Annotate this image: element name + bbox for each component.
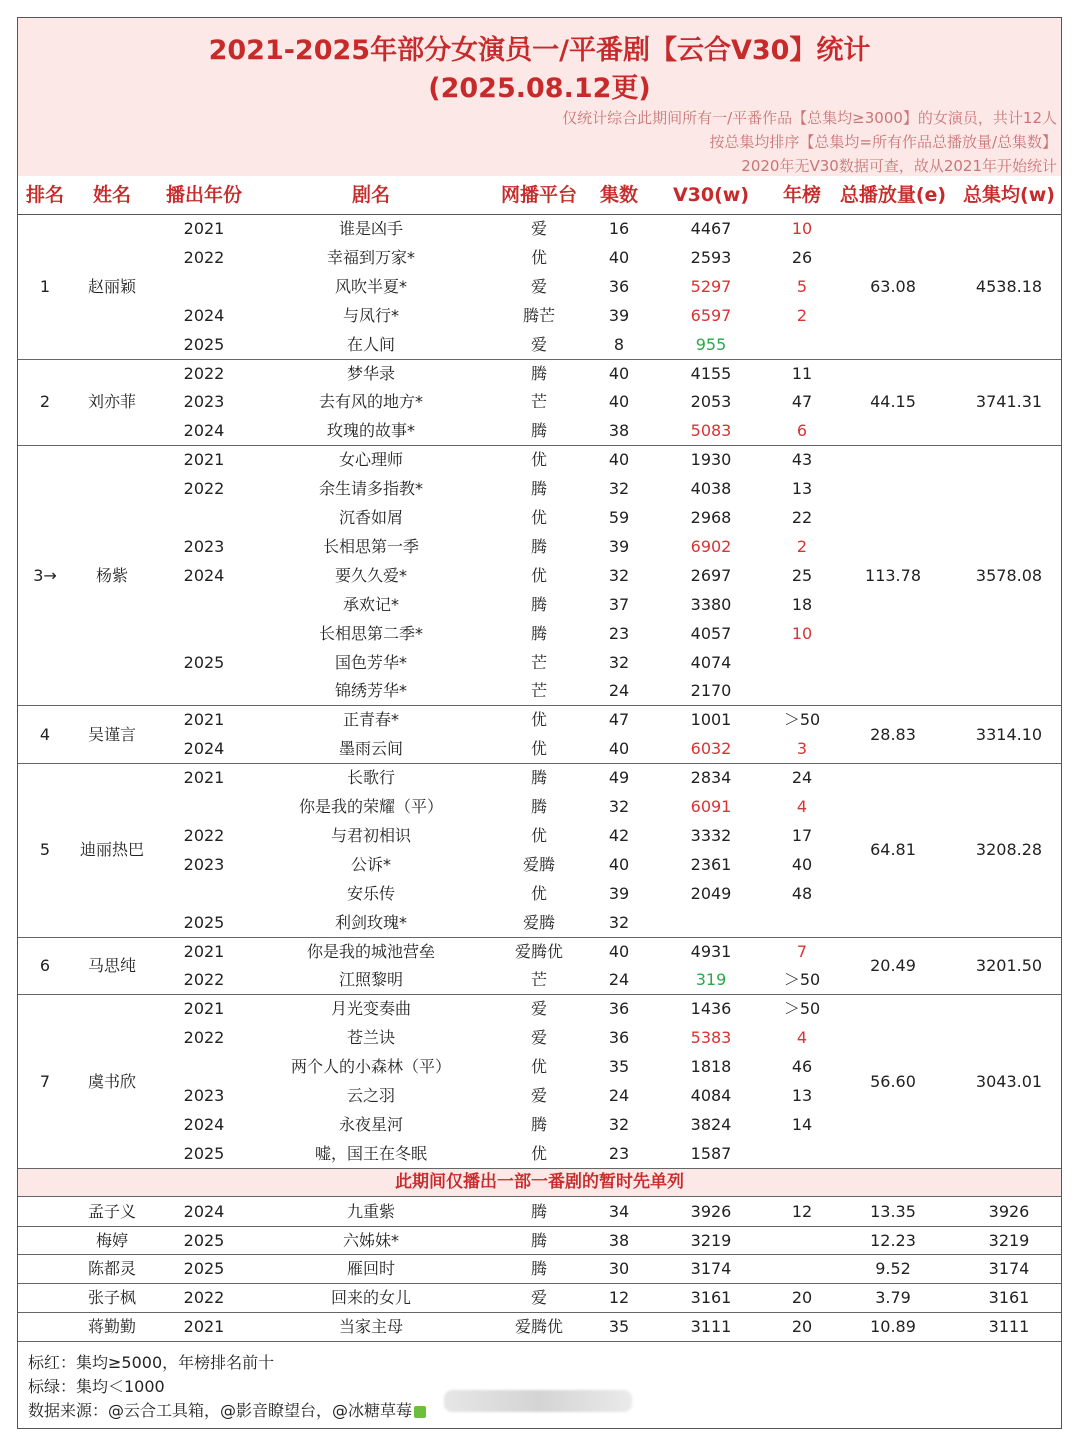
cell-episodes: 30 <box>608 1259 630 1279</box>
cell-platform: 腾 <box>530 1230 548 1250</box>
cell-v30: 3824 <box>690 1114 732 1134</box>
data-source-text: 数据来源：@云合工具箱，@影音瞭望台，@冰糖草莓 <box>28 1401 413 1421</box>
header-chart: 年榜 <box>782 184 822 206</box>
cell-drama-title: 永夜星河 <box>338 1114 404 1134</box>
stats-sheet <box>17 17 1062 1429</box>
strawberry-icon <box>414 1406 426 1418</box>
cell-episodes: 35 <box>608 1317 630 1337</box>
cell-platform: 优 <box>530 565 548 585</box>
cell-avg: 4538.18 <box>975 276 1043 296</box>
cell-chart-rank: 10 <box>791 623 813 643</box>
cell-platform: 优 <box>530 1143 548 1163</box>
cell-actress-name: 赵丽颖 <box>87 276 137 296</box>
cell-chart-rank: 12 <box>791 1201 813 1221</box>
cell-year: 2021 <box>183 1317 225 1337</box>
cell-drama-title: 去有风的地方* <box>318 392 424 412</box>
header-panel <box>18 18 1061 177</box>
cell-total-views: 12.23 <box>870 1230 916 1250</box>
cell-episodes: 59 <box>608 508 630 527</box>
cell-avg: 3111 <box>988 1317 1030 1337</box>
cell-episodes: 32 <box>608 912 630 932</box>
cell-v30: 4155 <box>690 363 732 383</box>
header-v30: V30(w) <box>672 184 750 206</box>
cell-v30: 2593 <box>690 247 732 267</box>
cell-episodes: 42 <box>608 825 630 845</box>
cell-year: 2021 <box>183 710 225 730</box>
cell-episodes: 38 <box>608 421 630 441</box>
cell-platform: 爱腾 <box>522 912 556 932</box>
cell-year: 2025 <box>183 1259 225 1279</box>
cell-chart-rank: 4 <box>796 1028 808 1048</box>
cell-total-views: 9.52 <box>875 1259 911 1279</box>
cell-avg: 3314.10 <box>975 724 1043 744</box>
cell-chart-rank: 13 <box>791 1086 813 1105</box>
cell-chart-rank: 11 <box>791 363 813 383</box>
cell-platform: 优 <box>530 1057 548 1077</box>
cell-episodes: 24 <box>608 1086 630 1105</box>
cell-avg: 3201.50 <box>975 955 1043 975</box>
cell-actress-name: 马思纯 <box>87 955 137 975</box>
cell-drama-title: 长歌行 <box>346 768 396 788</box>
cell-v30: 6902 <box>690 536 732 556</box>
cell-drama-title: 安乐传 <box>346 883 396 903</box>
cell-year: 2022 <box>183 363 225 383</box>
single-drama-section-label: 此期间仅播出一部一番剧的暂时先单列 <box>18 1168 1061 1197</box>
cell-chart-rank: 24 <box>791 768 813 788</box>
cell-chart-rank: 46 <box>791 1057 813 1077</box>
header-episodes: 集数 <box>599 184 639 206</box>
cell-drama-title: 余生请多指教* <box>318 479 424 499</box>
legend-red: 标红：集均≥5000，年榜排名前十 <box>28 1353 275 1373</box>
cell-platform: 优 <box>530 247 548 267</box>
cell-platform: 腾 <box>530 1201 548 1221</box>
cell-episodes: 32 <box>608 652 630 672</box>
cell-year: 2025 <box>183 334 225 354</box>
cell-chart-rank: 2 <box>796 305 808 325</box>
cell-v30: 3926 <box>690 1201 732 1221</box>
cell-rank: 6 <box>39 955 51 975</box>
cell-platform: 腾 <box>530 363 548 383</box>
cell-drama-title: 云之羽 <box>346 1086 396 1105</box>
cell-actress-name: 陈都灵 <box>87 1259 137 1279</box>
cell-v30: 4931 <box>690 941 732 961</box>
header-title: 剧名 <box>351 184 391 206</box>
cell-avg: 3741.31 <box>975 392 1043 412</box>
cell-rank: 5 <box>39 840 51 860</box>
cell-episodes: 39 <box>608 883 630 903</box>
cell-v30: 3111 <box>690 1317 732 1337</box>
cell-platform: 爱 <box>530 999 548 1019</box>
cell-v30: 3380 <box>690 594 732 614</box>
cell-v30: 4038 <box>690 479 732 499</box>
cell-drama-title: 两个人的小森林（平） <box>290 1057 452 1077</box>
cell-platform: 腾 <box>530 797 548 816</box>
cell-rank: 2 <box>39 392 51 412</box>
cell-chart-rank: 3 <box>796 739 808 759</box>
cell-platform: 爱腾优 <box>514 941 564 961</box>
cell-platform: 腾 <box>530 623 548 643</box>
cell-chart-rank: 48 <box>791 883 813 903</box>
cell-avg: 3219 <box>988 1230 1030 1250</box>
cell-episodes: 40 <box>608 392 630 412</box>
cell-drama-title: 要久久爱* <box>334 565 408 585</box>
cell-drama-title: 你是我的城池营垒 <box>306 941 436 961</box>
cell-episodes: 39 <box>608 536 630 556</box>
cell-total-views: 13.35 <box>870 1201 916 1221</box>
header-total-views: 总播放量(e) <box>839 184 947 206</box>
cell-chart-rank: 26 <box>791 247 813 267</box>
cell-year: 2022 <box>183 247 225 267</box>
cell-drama-title: 公诉* <box>350 854 392 874</box>
cell-chart-rank: 40 <box>791 854 813 874</box>
cell-episodes: 32 <box>608 565 630 585</box>
cell-chart-rank: 18 <box>791 594 813 614</box>
cell-chart-rank: 10 <box>791 219 813 238</box>
cell-platform: 优 <box>530 450 548 470</box>
cell-platform: 爱 <box>530 219 548 238</box>
cell-platform: 腾 <box>530 594 548 614</box>
cell-v30: 955 <box>695 334 727 354</box>
cell-v30: 2170 <box>690 681 732 701</box>
cell-total-views: 44.15 <box>870 392 916 412</box>
cell-rank: 3→ <box>33 565 57 585</box>
cell-drama-title: 雁回时 <box>346 1259 396 1279</box>
cell-year: 2023 <box>183 854 225 874</box>
cell-v30: 2697 <box>690 565 732 585</box>
cell-chart-rank: 20 <box>791 1317 813 1337</box>
cell-drama-title: 墨雨云间 <box>338 739 404 759</box>
cell-episodes: 23 <box>608 1143 630 1163</box>
group-divider <box>18 1341 1061 1342</box>
page-title: 2021-2025年部分女演员一/平番剧【云合V30】统计 <box>208 35 871 66</box>
cell-actress-name: 张子枫 <box>87 1288 137 1308</box>
cell-drama-title: 女心理师 <box>338 450 404 470</box>
cell-chart-rank: 13 <box>791 479 813 499</box>
cell-episodes: 16 <box>608 219 630 238</box>
cell-v30: 2053 <box>690 392 732 412</box>
cell-chart-rank: 22 <box>791 508 813 527</box>
cell-avg: 3208.28 <box>975 840 1043 860</box>
cell-drama-title: 长相思第二季* <box>318 623 424 643</box>
cell-chart-rank: 25 <box>791 565 813 585</box>
cell-actress-name: 孟子义 <box>87 1201 137 1221</box>
cell-actress-name: 刘亦菲 <box>87 392 137 412</box>
cell-platform: 腾 <box>530 536 548 556</box>
cell-avg: 3161 <box>988 1288 1030 1308</box>
cell-chart-rank: 5 <box>796 276 808 296</box>
cell-platform: 爱 <box>530 1086 548 1105</box>
cell-total-views: 28.83 <box>870 724 916 744</box>
cell-year: 2025 <box>183 1143 225 1163</box>
cell-platform: 腾 <box>530 1259 548 1279</box>
cell-v30: 4084 <box>690 1086 732 1105</box>
cell-platform: 优 <box>530 508 548 527</box>
cell-year: 2022 <box>183 970 225 990</box>
cell-episodes: 34 <box>608 1201 630 1221</box>
cell-total-views: 10.89 <box>870 1317 916 1337</box>
cell-year: 2023 <box>183 392 225 412</box>
cell-chart-rank: 43 <box>791 450 813 470</box>
cell-year: 2024 <box>183 739 225 759</box>
cell-v30: 3161 <box>690 1288 732 1308</box>
cell-drama-title: 谁是凶手 <box>338 219 404 238</box>
cell-year: 2024 <box>183 1201 225 1221</box>
cell-drama-title: 承欢记* <box>342 594 400 614</box>
cell-v30: 4467 <box>690 219 732 238</box>
cell-episodes: 36 <box>608 276 630 296</box>
cell-v30: 6597 <box>690 305 732 325</box>
cell-episodes: 8 <box>613 334 625 354</box>
cell-v30: 6091 <box>690 797 732 816</box>
cell-episodes: 32 <box>608 797 630 816</box>
cell-year: 2022 <box>183 825 225 845</box>
cell-drama-title: 苍兰诀 <box>346 1028 396 1048</box>
cell-avg: 3926 <box>988 1201 1030 1221</box>
cell-drama-title: 当家主母 <box>338 1317 404 1337</box>
cell-episodes: 40 <box>608 247 630 267</box>
cell-platform: 优 <box>530 739 548 759</box>
cell-platform: 爱 <box>530 334 548 354</box>
cell-avg: 3578.08 <box>975 565 1043 585</box>
cell-year: 2021 <box>183 999 225 1019</box>
cell-platform: 爱 <box>530 276 548 296</box>
cell-platform: 芒 <box>530 652 548 672</box>
cell-chart-rank: 20 <box>791 1288 813 1308</box>
cell-drama-title: 江照黎明 <box>338 970 404 990</box>
cell-episodes: 47 <box>608 710 630 730</box>
cell-total-views: 63.08 <box>870 276 916 296</box>
cell-year: 2021 <box>183 450 225 470</box>
cell-episodes: 40 <box>608 854 630 874</box>
header-avg: 总集均(w) <box>963 184 1055 206</box>
cell-episodes: 36 <box>608 999 630 1019</box>
cell-drama-title: 在人间 <box>346 334 396 354</box>
cell-drama-title: 你是我的荣耀（平） <box>298 797 444 816</box>
cell-platform: 腾 <box>530 479 548 499</box>
cell-drama-title: 与凤行* <box>342 305 400 325</box>
cell-platform: 爱腾优 <box>514 1317 564 1337</box>
cell-v30: 2834 <box>690 768 732 788</box>
cell-drama-title: 利剑玫瑰* <box>334 912 408 932</box>
cell-chart-rank: ＞50 <box>783 710 821 730</box>
cell-episodes: 12 <box>608 1288 630 1308</box>
cell-episodes: 38 <box>608 1230 630 1250</box>
column-header-row <box>18 176 1061 215</box>
cell-chart-rank: 14 <box>791 1114 813 1134</box>
cell-v30: 1587 <box>690 1143 732 1163</box>
cell-chart-rank: ＞50 <box>783 999 821 1019</box>
cell-episodes: 39 <box>608 305 630 325</box>
cell-chart-rank: ＞50 <box>783 970 821 990</box>
cell-v30: 1001 <box>690 710 732 730</box>
legend-green: 标绿：集均＜1000 <box>28 1377 165 1397</box>
cell-drama-title: 长相思第一季 <box>322 536 420 556</box>
cell-year: 2024 <box>183 305 225 325</box>
cell-episodes: 36 <box>608 1028 630 1048</box>
cell-episodes: 37 <box>608 594 630 614</box>
footer-legend <box>28 1351 426 1423</box>
cell-avg: 3043.01 <box>975 1071 1043 1091</box>
cell-v30: 319 <box>695 970 727 990</box>
cell-drama-title: 锦绣芳华* <box>334 681 408 701</box>
criteria-note: 仅统计综合此期间所有一/平番作品【总集均≥3000】的女演员，共计12人 <box>562 109 1057 127</box>
cell-year: 2024 <box>183 1114 225 1134</box>
cell-platform: 芒 <box>530 681 548 701</box>
cell-drama-title: 与君初相识 <box>330 825 412 845</box>
cell-chart-rank: 47 <box>791 392 813 412</box>
cell-year: 2024 <box>183 421 225 441</box>
cell-episodes: 35 <box>608 1057 630 1077</box>
cell-v30: 1436 <box>690 999 732 1019</box>
cell-platform: 爱 <box>530 1028 548 1048</box>
cell-platform: 爱 <box>530 1288 548 1308</box>
cell-total-views: 56.60 <box>870 1071 916 1091</box>
cell-platform: 芒 <box>530 970 548 990</box>
cell-year: 2023 <box>183 536 225 556</box>
cell-platform: 芒 <box>530 392 548 412</box>
cell-year: 2025 <box>183 652 225 672</box>
cell-v30: 3174 <box>690 1259 732 1279</box>
cell-total-views: 113.78 <box>865 565 921 585</box>
cell-year: 2021 <box>183 941 225 961</box>
cell-avg: 3174 <box>988 1259 1030 1279</box>
cell-year: 2024 <box>183 565 225 585</box>
cell-drama-title: 风吹半夏* <box>334 276 408 296</box>
cell-drama-title: 玫瑰的故事* <box>326 421 416 441</box>
cell-v30: 2049 <box>690 883 732 903</box>
cell-chart-rank: 6 <box>796 421 808 441</box>
cell-year: 2022 <box>183 479 225 499</box>
cell-episodes: 49 <box>608 768 630 788</box>
blurred-watermark <box>444 1390 632 1412</box>
cell-actress-name: 梅婷 <box>95 1230 129 1250</box>
cell-episodes: 32 <box>608 479 630 499</box>
cell-platform: 腾 <box>530 421 548 441</box>
cell-drama-title: 月光变奏曲 <box>330 999 412 1019</box>
year-note: 2020年无V30数据可查，故从2021年开始统计 <box>741 157 1057 175</box>
cell-rank: 4 <box>39 724 51 744</box>
cell-year: 2021 <box>183 219 225 238</box>
cell-drama-title: 正青春* <box>342 710 400 730</box>
cell-drama-title: 幸福到万家* <box>326 247 416 267</box>
cell-platform: 爱腾 <box>522 854 556 874</box>
cell-v30: 1930 <box>690 450 732 470</box>
cell-episodes: 24 <box>608 970 630 990</box>
cell-chart-rank: 17 <box>791 825 813 845</box>
sort-note: 按总集均排序【总集均=所有作品总播放量/总集数】 <box>709 133 1057 151</box>
header-year: 播出年份 <box>165 184 243 206</box>
cell-actress-name: 迪丽热巴 <box>79 840 145 860</box>
cell-rank: 1 <box>39 276 51 296</box>
cell-drama-title: 沉香如屑 <box>338 508 404 527</box>
cell-platform: 优 <box>530 883 548 903</box>
cell-drama-title: 九重紫 <box>346 1201 396 1221</box>
cell-platform: 优 <box>530 710 548 730</box>
cell-year: 2022 <box>183 1288 225 1308</box>
cell-platform: 腾 <box>530 768 548 788</box>
cell-actress-name: 吴谨言 <box>87 724 137 744</box>
cell-total-views: 20.49 <box>870 955 916 975</box>
cell-chart-rank: 4 <box>796 797 808 816</box>
cell-drama-title: 嘘，国王在冬眠 <box>314 1143 428 1163</box>
update-date: (2025.08.12更) <box>428 73 651 104</box>
cell-total-views: 64.81 <box>870 840 916 860</box>
cell-actress-name: 虞书欣 <box>87 1071 137 1091</box>
cell-rank: 7 <box>39 1071 51 1091</box>
cell-v30: 5383 <box>690 1028 732 1048</box>
cell-total-views: 3.79 <box>875 1288 911 1308</box>
cell-episodes: 40 <box>608 363 630 383</box>
cell-v30: 4057 <box>690 623 732 643</box>
cell-drama-title: 国色芳华* <box>334 652 408 672</box>
cell-episodes: 40 <box>608 739 630 759</box>
cell-episodes: 40 <box>608 941 630 961</box>
cell-year: 2021 <box>183 768 225 788</box>
cell-drama-title: 回来的女儿 <box>330 1288 412 1308</box>
cell-actress-name: 蒋勤勤 <box>87 1317 137 1337</box>
cell-year: 2023 <box>183 1086 225 1105</box>
cell-drama-title: 六姊妹* <box>342 1230 400 1250</box>
cell-v30: 1818 <box>690 1057 732 1077</box>
cell-v30: 4074 <box>690 652 732 672</box>
cell-v30: 6032 <box>690 739 732 759</box>
cell-platform: 腾 <box>530 1114 548 1134</box>
data-source <box>28 1399 426 1423</box>
cell-episodes: 24 <box>608 681 630 701</box>
header-name: 姓名 <box>92 184 132 206</box>
cell-v30: 3332 <box>690 825 732 845</box>
cell-drama-title: 梦华录 <box>346 363 396 383</box>
cell-actress-name: 杨紫 <box>95 565 129 585</box>
cell-platform: 腾芒 <box>522 305 556 325</box>
cell-v30: 5083 <box>690 421 732 441</box>
cell-episodes: 32 <box>608 1114 630 1134</box>
cell-platform: 优 <box>530 825 548 845</box>
cell-episodes: 40 <box>608 450 630 470</box>
cell-year: 2025 <box>183 912 225 932</box>
cell-v30: 2968 <box>690 508 732 527</box>
cell-year: 2022 <box>183 1028 225 1048</box>
cell-episodes: 23 <box>608 623 630 643</box>
cell-year: 2025 <box>183 1230 225 1250</box>
cell-v30: 3219 <box>690 1230 732 1250</box>
cell-chart-rank: 7 <box>796 941 808 961</box>
cell-v30: 5297 <box>690 276 732 296</box>
header-platform: 网播平台 <box>500 184 578 206</box>
cell-v30: 2361 <box>690 854 732 874</box>
header-rank: 排名 <box>25 184 65 206</box>
cell-chart-rank: 2 <box>796 536 808 556</box>
